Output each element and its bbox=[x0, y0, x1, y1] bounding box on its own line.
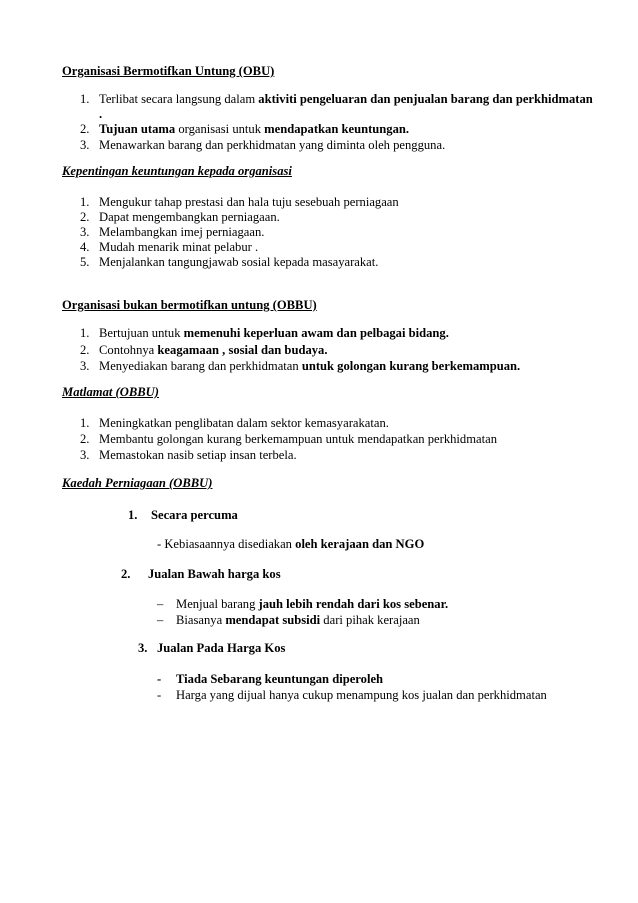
method-detail: Tiada Sebarang keuntungan diperoleh bbox=[176, 672, 384, 686]
method-title: Secara percuma bbox=[151, 508, 238, 522]
dash-bullet: - bbox=[157, 672, 162, 686]
method-number: 1. bbox=[128, 508, 138, 522]
list-item: Menjalankan tangungjawab sosial kepada masayarakat. bbox=[99, 255, 379, 269]
list-number: 4. bbox=[80, 240, 90, 254]
list-item: Melambangkan imej perniagaan. bbox=[99, 225, 265, 239]
dash-bullet: – bbox=[157, 613, 164, 627]
heading-matlamat: Matlamat (OBBU) bbox=[62, 385, 159, 399]
list-number: 2. bbox=[80, 210, 90, 224]
list-item: Contohnya keagamaan , sosial dan budaya. bbox=[99, 343, 328, 357]
method-title: Jualan Pada Harga Kos bbox=[157, 641, 286, 655]
method-detail: Menjual barang jauh lebih rendah dari kos sebenar. bbox=[176, 597, 449, 611]
list-item: Mengukur tahap prestasi dan hala tuju sesebuah perniagaan bbox=[99, 195, 399, 209]
list-number: 2. bbox=[80, 343, 90, 357]
method-detail: Biasanya mendapat subsidi dari pihak kerajaan bbox=[176, 613, 420, 627]
heading-obbu: Organisasi bukan bermotifkan untung (OBBU) bbox=[62, 298, 317, 312]
list-number: 1. bbox=[80, 195, 90, 209]
heading-kepentingan: Kepentingan keuntungan kepada organisasi bbox=[62, 164, 292, 178]
list-item-continuation: . bbox=[99, 107, 103, 121]
method-number: 3. bbox=[138, 641, 148, 655]
method-detail: Harga yang dijual hanya cukup menampung kos jualan dan perkhidmatan bbox=[176, 688, 547, 702]
method-title: Jualan Bawah harga kos bbox=[148, 567, 281, 581]
list-item: Menawarkan barang dan perkhidmatan yang diminta oleh pengguna. bbox=[99, 138, 446, 152]
list-item: Bertujuan untuk memenuhi keperluan awam dan pelbagai bidang. bbox=[99, 326, 449, 340]
method-number: 2. bbox=[121, 567, 131, 581]
list-item: Mudah menarik minat pelabur . bbox=[99, 240, 259, 254]
list-number: 2. bbox=[80, 432, 90, 446]
list-number: 1. bbox=[80, 416, 90, 430]
list-item: Memastokan nasib setiap insan terbela. bbox=[99, 448, 297, 462]
list-item: Menyediakan barang dan perkhidmatan untuk golongan kurang berkemampuan. bbox=[99, 359, 521, 373]
list-number: 3. bbox=[80, 448, 90, 462]
list-item: Tujuan utama organisasi untuk mendapatkan keuntungan. bbox=[99, 122, 410, 136]
list-item: Terlibat secara langsung dalam aktiviti pengeluaran dan penjualan barang dan perkhidmatan bbox=[99, 92, 593, 106]
dash-bullet: – bbox=[157, 597, 164, 611]
list-number: 3. bbox=[80, 359, 90, 373]
list-number: 3. bbox=[80, 225, 90, 239]
heading-obu: Organisasi Bermotifkan Untung (OBU) bbox=[62, 64, 275, 78]
list-number: 1. bbox=[80, 326, 90, 340]
list-item: Meningkatkan penglibatan dalam sektor kemasyarakatan. bbox=[99, 416, 389, 430]
list-number: 2. bbox=[80, 122, 90, 136]
list-number: 3. bbox=[80, 138, 90, 152]
list-item: Membantu golongan kurang berkemampuan untuk mendapatkan perkhidmatan bbox=[99, 432, 497, 446]
method-detail: - Kebiasaannya disediakan oleh kerajaan dan NGO bbox=[157, 537, 425, 551]
dash-bullet: - bbox=[157, 688, 162, 702]
heading-kaedah: Kaedah Perniagaan (OBBU) bbox=[62, 476, 213, 490]
list-number: 5. bbox=[80, 255, 90, 269]
list-number: 1. bbox=[80, 92, 90, 106]
list-item: Dapat mengembangkan perniagaan. bbox=[99, 210, 280, 224]
